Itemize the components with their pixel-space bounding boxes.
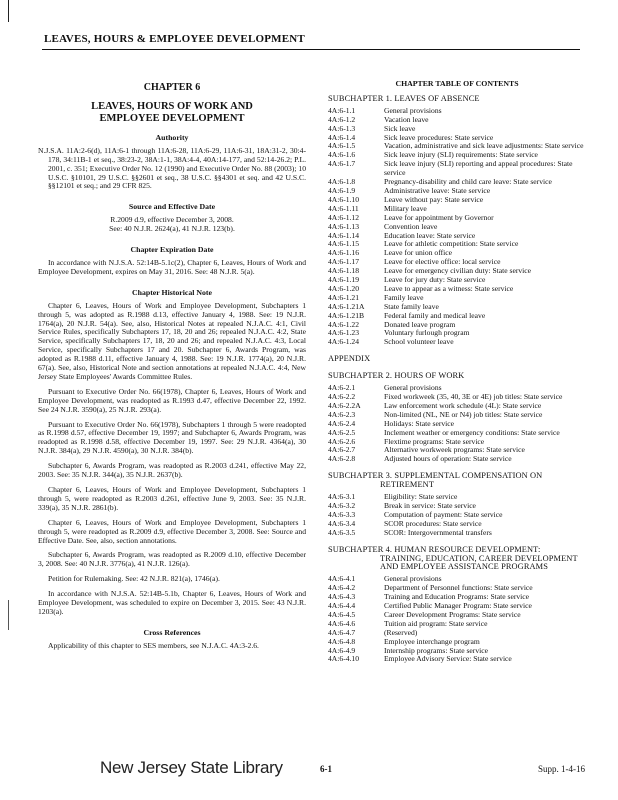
toc-section-title: Sick leave injury (SLI) reporting and appeal procedures: State service: [384, 159, 573, 178]
toc-section-number: 4A:6-1.15: [328, 239, 360, 249]
toc-section-title: General provisions: [384, 105, 442, 115]
toc-section-number: 4A:6-4.7: [328, 627, 356, 637]
toc-section-title: Fixed workweek (35, 40, 3E or 4E) job titles: State service: [384, 392, 563, 401]
expiration-text: In accordance with N.J.S.A. 52:14B-5.1c(2), Chapter 6, Leaves, Hours of Work and Employee Development, expires on May 31, 2016. See: 48 N.J.R. 5(a).: [38, 257, 306, 276]
scan-edge-line: [8, 600, 9, 630]
toc-section-number: 4A:6-4.1: [328, 574, 356, 584]
toc-section-number: 4A:6-1.11: [328, 203, 359, 213]
toc-section-number: 4A:6-4.9: [328, 645, 356, 655]
toc-section-number: 4A:6-4.6: [328, 618, 356, 628]
toc-section-number: 4A:6-1.9: [328, 185, 356, 195]
toc-section-title: Military leave: [384, 203, 427, 213]
toc-section-title: Employee Advisory Service: State service: [384, 654, 512, 664]
toc-section-title: Non-limited (NL, NE or N4) job titles: State service: [384, 409, 543, 419]
toc-section-number: 4A:6-2.8: [328, 454, 356, 464]
toc-section-number: 4A:6-2.5: [328, 427, 356, 437]
toc-section-number: 4A:6-1.6: [328, 150, 356, 160]
subchapter-title-line: SUBCHAPTER 3. SUPPLEMENTAL COMPENSATION ON: [328, 471, 543, 481]
toc-section-number: 4A:6-4.3: [328, 592, 356, 602]
history-paragraph: Petition for Rulemaking. See: 42 N.J.R. 821(a), 1746(a).: [48, 574, 220, 584]
toc-section-title: Vacation leave: [384, 114, 429, 124]
table-of-contents: [328, 80, 586, 664]
toc-section-title: Donated leave program: [384, 319, 456, 329]
toc-section-number: 4A:6-1.3: [328, 123, 356, 133]
toc-entry: [328, 240, 586, 249]
history-heading: Chapter Historical Note: [132, 287, 212, 297]
subchapter-title-line: AND EMPLOYEE ASSISTANCE PROGRAMS: [380, 562, 548, 572]
subchapter-2-title: SUBCHAPTER 2. HOURS OF WORK: [328, 371, 465, 381]
source-line: See: 40 N.J.R. 2624(a), 41 N.J.R. 123(b).: [109, 224, 235, 234]
toc-section-number: 4A:6-1.7: [328, 159, 356, 169]
toc-section-number: 4A:6-1.21A: [328, 301, 365, 311]
supplement-date: Supp. 1-4-16: [538, 764, 585, 774]
authority-text: N.J.S.A. 11A:2-6(d), 11A:6-1 through 11A:6-28, 11A:6-29, 11A:6-31, 18A:31-2, 30:4-178, 34:11B-1 et seq., 38:23-2, 38A:1-1, 38A:4-4, 40A:14-177, and 52:14-26.2; P.L. 2001, c. 351; Executive Order No. 12 (1990) and Executive Order No. 88 (2003); 10 U.S.C. §10101, 29 U.S.C. §§2601 et seq., 38 U.S.C. §§4301 et seq. and 42 U.S.C. §§12101 et seq.; and 29 CFR 825.: [38, 145, 306, 191]
expiration-heading: Chapter Expiration Date: [130, 245, 214, 255]
toc-entry: [328, 107, 586, 116]
toc-entry: [328, 329, 586, 338]
toc-section-number: 4A:6-3.5: [328, 527, 356, 537]
cross-references-text: Applicability of this chapter to SES members, see N.J.A.C. 4A:3-2.6.: [48, 640, 259, 650]
toc-entry: [328, 116, 586, 125]
toc-section-title: Training and Education Programs: State service: [384, 592, 530, 602]
toc-section-number: 4A:6-3.4: [328, 518, 356, 528]
library-watermark: New Jersey State Library: [100, 758, 283, 777]
page-number: 6-1: [320, 764, 332, 774]
toc-section-title: Federal family and medical leave: [384, 310, 486, 320]
history-paragraph: Subchapter 6, Awards Program, was readopted as R.2009 d.10, effective December 3, 2008. See: 40 N.J.R. 3776(a), 41 N.J.R. 126(a).: [38, 550, 306, 569]
subchapter-title-line: RETIREMENT: [380, 480, 435, 490]
toc-section-title: Education leave: State service: [384, 230, 476, 240]
subchapter-1-list: [328, 107, 586, 347]
toc-section-number: 4A:6-2.4: [328, 418, 356, 428]
toc-section-number: 4A:6-3.1: [328, 492, 356, 502]
toc-section-number: 4A:6-1.8: [328, 177, 356, 187]
toc-section-number: 4A:6-1.24: [328, 337, 360, 347]
cross-references-heading: Cross References: [143, 627, 201, 637]
toc-section-number: 4A:6-1.21: [328, 292, 360, 302]
toc-section-number: 4A:6-1.5: [328, 141, 356, 151]
toc-section-title: Holidays: State service: [384, 418, 455, 428]
toc-section-title: Sick leave injury (SLI) requirements: State service: [384, 150, 538, 160]
appendix-heading: APPENDIX: [328, 354, 371, 364]
toc-section-number: 4A:6-1.10: [328, 194, 360, 204]
toc-section-title: Sick leave: [384, 123, 416, 133]
toc-entry: [328, 294, 586, 303]
authority-heading: Authority: [155, 132, 189, 142]
toc-section-title: Internship programs: State service: [384, 645, 488, 655]
history-paragraph: Chapter 6, Leaves, Hours of Work and Employee Development, Subchapters 1 through 5, were readopted as R.2009 d.9, effective December 3, 2008. See: Source and Effective Date. See, also, section annotations.: [38, 517, 306, 545]
running-header: [42, 33, 580, 50]
toc-section-number: 4A:6-4.4: [328, 601, 356, 611]
toc-section-title: Administrative leave: State service: [384, 185, 491, 195]
toc-section-number: 4A:6-1.2: [328, 114, 356, 124]
toc-entry: [328, 655, 586, 664]
toc-section-number: 4A:6-2.2A: [328, 400, 361, 410]
running-header-title: LEAVES, HOURS & EMPLOYEE DEVELOPMENT: [44, 33, 305, 45]
toc-section-title: Leave for elective office: local service: [384, 257, 501, 267]
toc-section-number: 4A:6-1.4: [328, 132, 356, 142]
toc-section-number: 4A:6-4.10: [328, 654, 360, 664]
toc-section-number: 4A:6-4.5: [328, 609, 356, 619]
subchapter-1-title: SUBCHAPTER 1. LEAVES OF ABSENCE: [328, 93, 480, 103]
toc-section-number: 4A:6-1.20: [328, 283, 360, 293]
toc-section-title: Law enforcement work schedule (4L): State service: [384, 400, 542, 410]
toc-section-title: Leave for appointment by Governor: [384, 212, 494, 222]
toc-section-title: State family leave: [384, 301, 439, 311]
subchapter-2-list: [328, 384, 586, 464]
toc-section-number: 4A:6-3.3: [328, 509, 356, 519]
toc-section-title: Sick leave procedures: State service: [384, 132, 494, 142]
toc-entry: [328, 160, 586, 178]
history-paragraph: Chapter 6, Leaves, Hours of Work and Employee Development, Subchapters 1 through 5, was adopted as R.1988 d.13, effective January 4, 1988. See: 19 N.J.R. 1764(a), 20 N.J.R. 54(a). See, also, Historical Notes at repealed N.J.A.C. 4:1, Civil Service Rules, specifically Subchapters 17, 18, 20 and 26; repealed N.J.A.C. 4:2, State Service, specifically Subchapters 17, 18, 20 and 26; and repealed N.J.A.C. 4:3, Local Service, specifically Subchapters 17 and 20. Subchapter 6, Awards Program, was adopted as R.1988 d.11, effective January 4, 1988. See: 19 N.J.R. 1774(a), 20 N.J.R. 67(a). See, also, Historical Note and section annotations at repealed N.J.A.C. 4:4, New Jersey State Employees' Awards Committee Rules.: [38, 300, 306, 381]
toc-section-number: 4A:6-1.1: [328, 105, 356, 115]
toc-entry: [328, 196, 586, 205]
toc-entry: [328, 529, 586, 538]
toc-section-number: 4A:6-1.22: [328, 319, 360, 329]
source-line: R.2009 d.9, effective December 3, 2008.: [110, 215, 234, 225]
toc-section-title: Leave for athletic competition: State service: [384, 239, 519, 249]
history-paragraph: Chapter 6, Leaves, Hours of Work and Employee Development, Subchapters 1 through 5, were readopted as R.2003 d.261, effective June 9, 2003. See: 35 N.J.R. 339(a), 35 N.J.R. 2861(b).: [38, 485, 306, 512]
toc-section-title: Eligibility: State service: [384, 492, 458, 502]
toc-entry: [328, 285, 586, 294]
toc-section-number: 4A:6-2.7: [328, 445, 356, 455]
toc-section-title: Voluntary furlough program: [384, 328, 470, 338]
toc-entry: [328, 620, 586, 629]
toc-section-title: Employee interchange program: [384, 636, 480, 646]
toc-entry: [328, 214, 586, 223]
toc-section-title: Leave without pay: State service: [384, 194, 484, 204]
toc-section-title: Leave to appear as a witness: State service: [384, 283, 514, 293]
toc-section-title: Alternative workweek programs: State service: [384, 445, 525, 455]
toc-section-title: School volunteer leave: [384, 337, 454, 347]
toc-section-number: 4A:6-1.16: [328, 248, 360, 258]
chapter-title: [38, 101, 306, 126]
toc-section-number: 4A:6-4.2: [328, 583, 356, 593]
toc-section-number: 4A:6-1.17: [328, 257, 360, 267]
subchapter-3-title: [328, 472, 586, 490]
chapter-title-line: LEAVES, HOURS OF WORK AND: [91, 100, 253, 112]
subchapter-title-line: TRAINING, EDUCATION, CAREER DEVELOPMENT: [380, 553, 578, 563]
toc-section-title: Vacation, administrative and sick leave adjustments: State service: [384, 141, 584, 151]
chapter-number: CHAPTER 6: [143, 82, 201, 93]
toc-section-title: Leave for union office: [384, 248, 452, 258]
subchapter-4-title: [328, 546, 586, 573]
chapter-title-line: EMPLOYEE DEVELOPMENT: [99, 113, 245, 125]
toc-section-number: 4A:6-1.19: [328, 275, 360, 285]
subchapter-4-list: [328, 575, 586, 664]
toc-section-title: Career Development Programs: State service: [384, 609, 521, 619]
history-paragraph: In accordance with N.J.S.A. 52:14B-5.1b, Chapter 6, Leaves, Hours of Work and Employee Development, was scheduled to expire on December 3, 2015. See: 43 N.J.R. 1203(a).: [38, 589, 306, 616]
toc-section-title: Department of Personnel functions: State service: [384, 583, 533, 593]
toc-section-title: Convention leave: [384, 221, 438, 231]
toc-section-title: (Reserved): [384, 627, 418, 637]
toc-title: CHAPTER TABLE OF CONTENTS: [395, 79, 519, 88]
toc-section-number: 4A:6-2.1: [328, 383, 356, 393]
toc-section-title: Break in service: State service: [384, 500, 476, 510]
toc-entry: [328, 455, 586, 464]
toc-section-title: Adjusted hours of operation: State service: [384, 454, 512, 464]
history-paragraph: Pursuant to Executive Order No. 66(1978), Subchapters 1 through 5 were readopted as R.1998 d.57, effective December 19, 1997; and Subchapter 6, Awards Program, was readopted as R.1998 d.58, effective December 19, 1997. See: 29 N.J.R. 4364(a), 30 N.J.R. 384(a), 29 N.J.R. 4590(a), 30 N.J.R. 384(b).: [38, 419, 306, 456]
toc-section-title: Tuition aid program: State service: [384, 618, 488, 628]
history-notes: [38, 302, 306, 617]
toc-section-number: 4A:6-1.14: [328, 230, 360, 240]
toc-entry: [328, 338, 586, 347]
toc-section-number: 4A:6-4.8: [328, 636, 356, 646]
toc-section-title: SCOR procedures: State service: [384, 518, 482, 528]
toc-section-title: Family leave: [384, 292, 424, 302]
history-paragraph: Pursuant to Executive Order No. 66(1978), Chapter 6, Leaves, Hours of Work and Employee Development, was readopted as R.1993 d.47, effective December 22, 1992. See 24 N.J.R. 3590(a), 25 N.J.R. 293(a).: [38, 386, 306, 414]
subchapter-title-line: SUBCHAPTER 4. HUMAN RESOURCE DEVELOPMENT:: [328, 544, 541, 554]
toc-section-title: Leave for emergency civilian duty: State service: [384, 266, 532, 276]
toc-section-number: 4A:6-1.13: [328, 221, 360, 231]
toc-section-title: SCOR: Intergovernmental transfers: [384, 527, 492, 537]
toc-entry: [328, 312, 586, 321]
toc-section-title: Inclement weather or emergency conditions: State service: [384, 427, 560, 437]
subchapter-3-list: [328, 493, 586, 538]
toc-section-title: Leave for jury duty: State service: [384, 275, 486, 285]
toc-section-number: 4A:6-2.2: [328, 392, 356, 401]
history-paragraph: Subchapter 6, Awards Program, was readopted as R.2003 d.241, effective May 22, 2003. See: 35 N.J.R. 344(a), 35 N.J.R. 2637(b).: [38, 461, 306, 480]
toc-section-number: 4A:6-1.12: [328, 212, 360, 222]
toc-entry: [328, 411, 586, 420]
toc-section-title: Flextime programs: State service: [384, 436, 485, 446]
toc-section-number: 4A:6-1.23: [328, 328, 360, 338]
source-heading: Source and Effective Date: [128, 202, 216, 212]
toc-section-title: Pregnancy-disability and child care leave: State service: [384, 177, 552, 187]
toc-section-number: 4A:6-1.18: [328, 266, 360, 276]
scan-edge-line: [8, 0, 9, 22]
toc-section-title: Certified Public Manager Program: State service: [384, 601, 532, 611]
toc-section-number: 4A:6-2.6: [328, 436, 356, 446]
toc-section-title: General provisions: [384, 574, 442, 584]
toc-section-title: General provisions: [384, 383, 442, 393]
toc-section-title: Computation of payment: State service: [384, 509, 503, 519]
toc-section-number: 4A:6-1.21B: [328, 310, 365, 320]
toc-section-number: 4A:6-2.3: [328, 409, 356, 419]
toc-section-number: 4A:6-3.2: [328, 500, 356, 510]
left-column: [38, 82, 306, 657]
